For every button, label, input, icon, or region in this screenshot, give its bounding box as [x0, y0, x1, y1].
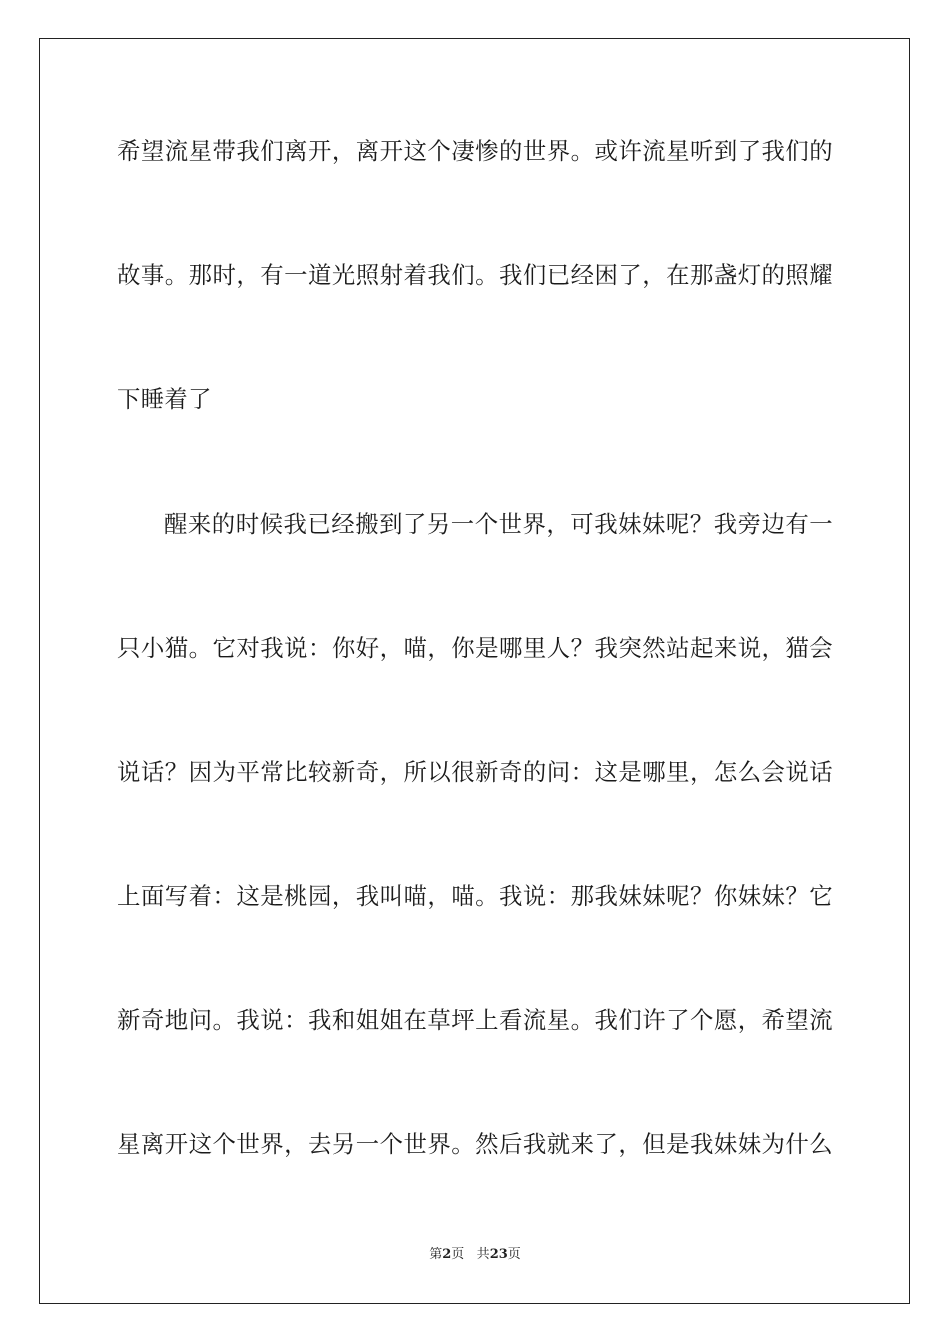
page-border: [39, 38, 910, 1304]
footer-total-prefix: 共: [476, 1247, 490, 1262]
page-footer: [0, 1246, 950, 1264]
text-line-6: 说话？因为平常比较新奇，所以很新奇的问：这是哪里，怎么会说话: [117, 758, 833, 786]
footer-total-pages: 23: [489, 1247, 508, 1262]
footer-page-suffix: 页: [451, 1247, 465, 1262]
text-line-2: 故事。那时，有一道光照射着我们。我们已经困了，在那盏灯的照耀: [117, 261, 833, 289]
text-line-7: 上面写着：这是桃园，我叫喵，喵。我说：那我妹妹呢？你妹妹？它: [117, 882, 833, 910]
text-line-5: 只小猫。它对我说：你好，喵，你是哪里人？我突然站起来说，猫会: [117, 634, 833, 662]
text-line-3: 下睡着了: [117, 385, 212, 413]
text-line-9: 星离开这个世界，去另一个世界。然后我就来了，但是我妹妹为什么: [117, 1130, 833, 1158]
footer-page-prefix: 第: [429, 1247, 443, 1262]
footer-total-suffix: 页: [507, 1247, 521, 1262]
text-line-1: 希望流星带我们离开，离开这个凄惨的世界。或许流星听到了我们的: [117, 137, 833, 165]
text-line-4-paragraph-start: 醒来的时候我已经搬到了另一个世界，可我妹妹呢？我旁边有一: [164, 510, 833, 538]
text-line-8: 新奇地问。我说：我和姐姐在草坪上看流星。我们许了个愿，希望流: [117, 1006, 833, 1034]
footer-page-number: 2: [442, 1247, 452, 1262]
